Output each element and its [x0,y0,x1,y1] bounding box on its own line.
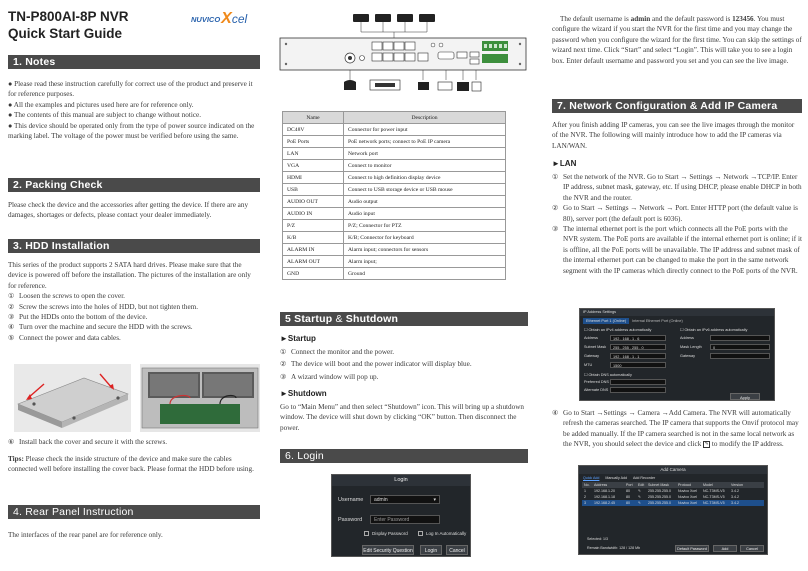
cell-protocol: Nuvico Xcel [678,495,697,499]
cell-subnet: 255.255.255.0 [648,495,671,499]
cell-name: P/Z [283,220,344,232]
step-text: Go to Start →Settings → Camera →Add Camera. The NVR will automatically refresh the cameras searched. The IP camera that supports the Onvif protocol may be added manually. If the IP camera searched is not in the same local network as the NVR, you should select the device and click [563,409,799,449]
tab-quick-add[interactable]: Quick Add [583,476,600,480]
obtain-ipv6-label: Obtain an IPv6 address automatically [684,328,748,332]
mask-length-label: Mask Length [680,345,702,349]
hdd-intro: This series of the product supports 2 SATA hard drives. Please make sure that the device is powered off before the installation. The pictures of the installation are only for reference. [8,261,251,290]
step-text: Set the network of the NVR. Go to Start → Settings → Network →TCP/IP. Enter IP address, subnet mask, gateway, etc. If using DHCP, please enable DHCP in both the NVR and the router. [563,173,802,202]
step-number: ⑤ [8,333,15,342]
default-password: 123456 [732,15,754,23]
col-description: Description [344,112,506,124]
brand-prefix: NUVICO [191,14,221,24]
cell-address: 192.168.1.18 [594,495,615,499]
auto-login-option[interactable] [418,531,466,536]
hdd-photo-inside [140,364,260,432]
subnet-mask-input[interactable]: 255 . 255 . 255 . 0 [610,344,666,350]
col-address: Address [594,483,608,487]
notes-item-text: All the examples and pictures used here are for reference only. [13,100,194,109]
cell-description: Alarm input; [344,256,506,268]
cell-name: HDMI [283,172,344,184]
hdd-tips [8,454,260,475]
cell-description: Connect to USB storage device or USB mouse [344,184,506,196]
alternate-dns-input[interactable] [610,387,666,393]
cell-name: GND [283,268,344,280]
notes-list [8,79,260,141]
obtain-ipv4-option[interactable]: ☐ Obtain an IPv4 address automatically [584,328,652,332]
cell-description: Connect to high definition display device [344,172,506,184]
cell-description: Connect to monitor [344,160,506,172]
step-text: The internal ethernet port is the port which connects all the PoE ports with the NVR system. The PoE ports are available if the internal ethernet port is online; if it is offline, all the PoE ports will be unavailable. The IP address and subnet mask of the internal ethernet port can be changed to make the port in the same network segment with the IP cameras which directly connect to the PoE ports of the NVR. [563,225,802,275]
step-text: Connect the power and data cables. [19,333,121,342]
heading-startup: 5 Startup [285,313,333,325]
shutdown-title: ►Shutdown [280,389,327,398]
selected-count: Selected: 1/3 [587,537,608,541]
cell-description: Network port [344,148,506,160]
tips-text: Please check the inside structure of the device and make sure the cables connected well before installing the cover back. Please format the HDD before using. [8,455,254,474]
section-rear-heading: 4. Rear Panel Instruction [8,505,260,519]
section-login-heading: 6. Login [280,449,528,463]
table-row [283,172,506,184]
table-row [283,136,506,148]
obtain-ipv4-label: Obtain an IPv4 address automatically [588,328,652,332]
brand-logo [191,12,247,26]
cell-protocol: Nuvico Xcel [678,501,697,505]
section-hdd-heading: 3. HDD Installation [8,239,260,253]
cell-name: DC48V [283,124,344,136]
step-text: Connect the monitor and the power. [291,348,394,356]
col-subnet-mask: Subnet Mask [648,483,669,487]
table-row [283,268,506,280]
ipv4-address-input[interactable]: 192 . 168 . 1 . 6 [610,335,666,341]
hdd-step-6 [8,437,260,447]
preferred-dns-input[interactable] [610,379,666,385]
nvr-inside-illustration [140,364,260,432]
cell-version: 3.4.2 [731,489,739,493]
login-button[interactable]: Login [420,545,442,555]
obtain-dns-label: Obtain DNS automatically [588,373,632,377]
cell-name: AUDIO IN [283,208,344,220]
step-text: Loosen the screws to open the cover. [19,292,125,301]
edit-icon[interactable]: ✎ [638,489,642,493]
cancel-button[interactable]: Cancel [740,545,764,552]
step-text: Install back the cover and secure it with the screws. [19,438,168,446]
cell-model: NC-T3MS-V5 [703,495,725,499]
rear-panel-illustration [278,8,528,94]
edit-icon[interactable]: ✎ [638,495,642,499]
step-text: Put the HDDs onto the bottom of the device. [19,313,148,322]
defaults-part-3: . You must configure the wizard if you start the NVR for the first time and you may change the password when you configure the wizard for the first time. You can skip the settings of wizard next time. Click “Start” and select “Login”. This will take you to see a login box. Enter default username and password you set and you can see the live image. [552,15,802,65]
startup-steps [280,347,528,382]
cell-model: NC-T3MS-V5 [703,489,725,493]
rear-panel-diagram [278,8,528,94]
cell-port: 80 [626,495,630,499]
cell-subnet: 255.255.255.0 [648,489,671,493]
cell-description: PoE network ports; connect to PoE IP camera [344,136,506,148]
section-startup-heading [280,312,528,326]
step-number: ④ [8,323,15,332]
step-number: ② [8,302,15,311]
step-number: ④ [552,409,559,417]
bullet-icon: ● [8,100,13,109]
chevron-down-icon: ▾ [433,497,436,503]
section-network-heading: 7. Network Configuration & Add IP Camera [552,99,802,113]
cell-description: Alarm input; connectors for sensors [344,244,506,256]
checkbox-icon[interactable] [364,531,369,536]
table-row [283,148,506,160]
display-password-option[interactable] [364,531,408,536]
default-username: admin [630,15,651,23]
doc-subtitle: Quick Start Guide [8,26,123,41]
add-camera-tabs [579,474,767,482]
defaults-part-2: and the default password is [652,15,731,23]
cell-description: K/B; Connector for keyboard [344,232,506,244]
hdd-step [8,333,260,343]
ipv6-gateway-label: Gateway [680,354,695,358]
bullet-icon: ● [8,111,13,120]
lan-title: ►LAN [552,159,577,168]
cell-protocol: Nuvico Xcel [678,489,697,493]
brand-suffix: cel [231,12,248,26]
cell-address: 192.168.2.45 [594,501,615,505]
username-select[interactable] [370,495,440,504]
col-version: Version [731,483,743,487]
add-button[interactable]: Add [713,545,737,552]
cell-name: USB [283,184,344,196]
table-row [283,160,506,172]
step-number: ③ [8,313,15,322]
login-dialog [331,474,471,557]
cell-name: K/B [283,232,344,244]
cell-name: LAN [283,148,344,160]
alternate-dns-label: Alternate DNS [584,388,609,392]
obtain-ipv6-option[interactable]: ☐ Obtain an IPv6 address automatically [680,328,748,332]
default-credentials-text [552,14,802,66]
login-dialog-title: Login [332,475,470,486]
username-label: Username [338,497,364,503]
table-row [283,124,506,136]
cell-no: 3 [584,501,586,505]
edit-icon: ✎ [704,442,709,448]
doc-title: TN-P800AI-8P NVR [8,9,129,24]
table-row [283,244,506,256]
step-number: ① [552,173,559,181]
col-model: Model [703,483,713,487]
lan-steps [552,172,802,276]
step-number: ① [280,348,287,356]
cell-model: NC-T3MS-V5 [703,501,725,505]
heading-shutdown: Shutdown [345,313,399,325]
col-edit: Edit [638,483,645,487]
tab-add-recorder[interactable]: Add Recorder [632,476,656,480]
mtu-label: MTU [584,363,593,367]
cell-description: Audio input [344,208,506,220]
cell-description: Connector for power input [344,124,506,136]
password-label: Password [338,517,363,523]
step-text: A wizard window will pop up. [291,372,379,381]
col-protocol: Protocol [678,483,692,487]
password-input[interactable]: Enter Password [370,515,440,524]
cell-name: ALARM OUT [283,256,344,268]
defaults-part-1: The default username is [560,15,629,23]
notes-item [8,121,260,142]
remain-bandwidth: Remain Bandwidth: 128 / 128 Mb [587,546,641,550]
cell-name: PoE Ports [283,136,344,148]
gateway-label: Gateway [584,354,599,358]
cell-no: 1 [584,489,586,493]
step-number: ⑥ [8,438,15,446]
default-password-button[interactable]: Default Password [675,545,709,552]
cancel-button[interactable]: Cancel [446,545,468,555]
cell-name: ALARM IN [283,244,344,256]
mask-length-input[interactable]: 0 [710,344,770,350]
step-number: ③ [280,372,287,381]
ipv4-address-label: Address [584,336,598,340]
notes-item [8,100,260,110]
table-row [283,208,506,220]
edit-icon[interactable]: ✎ [638,501,642,505]
hdd-step [8,312,260,322]
cell-no: 2 [584,495,586,499]
ipv6-address-input[interactable] [710,335,770,341]
rear-text: The interfaces of the rear panel are for reference only. [8,531,163,539]
subnet-mask-label: Subnet Mask [584,345,607,349]
gateway-input[interactable]: 192 . 168 . 1 . 1 [610,353,666,359]
cell-subnet: 255.255.255.0 [648,501,671,505]
add-camera-dialog [578,465,768,555]
step-text-continued: to modify the IP address. [711,440,784,449]
step-number: ② [552,204,559,213]
notes-item-text: The contents of this manual are subject to change without notice. [14,111,202,120]
step-text: Go to Start → Settings → Network → Port. Enter HTTP port (the default value is 80), server port (the default port is 6036). [563,204,798,223]
brand-x-letter: X [221,10,232,27]
apply-button[interactable]: Apply [730,393,760,400]
checkbox-icon[interactable] [418,531,423,536]
table-row [283,232,506,244]
tab-manually-add[interactable]: Manually Add [605,476,627,480]
cell-description: Ground [344,268,506,280]
bullet-icon: ● [8,80,13,88]
ipv6-gateway-input[interactable] [710,353,770,359]
ipv6-address-label: Address [680,336,694,340]
col-port: Port [626,483,633,487]
step-text: Turn over the machine and secure the HDD with the screws. [19,323,193,332]
auto-login-label: Log In Automatically [426,531,467,536]
mtu-input[interactable]: 1500 [610,362,666,368]
network-intro: After you finish adding IP cameras, you can see the live images through the monitor of the NVR. The following will mainly introduce how to add the IP cameras via LAN/WAN. [552,121,795,150]
col-name: Name [283,112,344,124]
notes-item [8,79,260,100]
hdd-step [8,322,260,332]
section-notes-heading: 1. Notes [8,55,260,69]
table-row [283,220,506,232]
notes-item-text: This device should be operated only from the type of power source indicated on the marking label. The voltage of the power must be verified before using the same. [8,121,255,141]
username-value: admin [374,497,388,503]
lan-step-4 [552,408,802,450]
hdd-steps [8,260,260,343]
step-text: Screw the screws into the holes of HDD, but not tighten them. [19,302,199,311]
cell-version: 3.4.2 [731,495,739,499]
notes-item-text: Please read these instruction carefully for correct use of the product and preserve it for reference purposes. [8,80,253,99]
add-camera-title: Add Camera [579,466,767,474]
display-password-label: Display Password [372,531,408,536]
hdd-photo-cover [14,364,131,432]
section-packing-heading: 2. Packing Check [8,178,260,192]
ip-settings-tabs [583,318,771,324]
cell-description: Audio output [344,196,506,208]
startup-title: ►Startup [280,334,316,343]
packing-text: Please check the device and the accessories after getting the device. If there are any damages, shortages or defects, please contact your dealer immediately. [8,201,249,220]
cell-name: AUDIO OUT [283,196,344,208]
hdd-step [8,302,260,312]
cell-version: 3.4.2 [731,501,739,505]
obtain-dns-option[interactable]: ☐ Obtain DNS automatically [584,373,632,377]
tab-ethernet-port-1[interactable]: Ethernet Port 1 (Online) [583,318,629,324]
notes-item [8,110,260,120]
cell-port: 80 [626,489,630,493]
tips-label: Tips: [8,455,24,463]
hdd-step [8,291,260,301]
cell-name: VGA [283,160,344,172]
table-row [283,196,506,208]
cell-address: 192.168.1.20 [594,489,615,493]
ip-settings-dialog [579,308,775,401]
table-row-selected[interactable] [582,500,764,506]
step-text: The device will boot and the power indicator will display blue. [291,360,472,369]
shutdown-text: Go to “Main Menu” and then select “Shutdown” icon. This will bring up a shutdown window. The device will shut down by clicking “OK” button. Then disconnect the power. [280,403,525,432]
preferred-dns-label: Preferred DNS [584,380,609,384]
table-row [283,184,506,196]
step-number: ③ [552,225,559,234]
cell-port: 80 [626,501,630,505]
step-number: ② [280,360,287,369]
col-no: No. [584,483,590,487]
heading-amp: & [335,313,343,325]
table-row [283,256,506,268]
step-number: ① [8,292,15,301]
bullet-icon: ● [8,121,13,130]
nvr-cover-illustration [14,364,131,432]
interface-table [282,111,506,280]
edit-security-question-button[interactable]: Edit Security Question [362,545,414,555]
ip-settings-title: IP Address Settings [580,309,774,316]
cell-description: P/Z; Connector for PTZ [344,220,506,232]
tab-internal-ethernet-port[interactable]: Internal Ethernet Port (Online) [632,319,683,323]
